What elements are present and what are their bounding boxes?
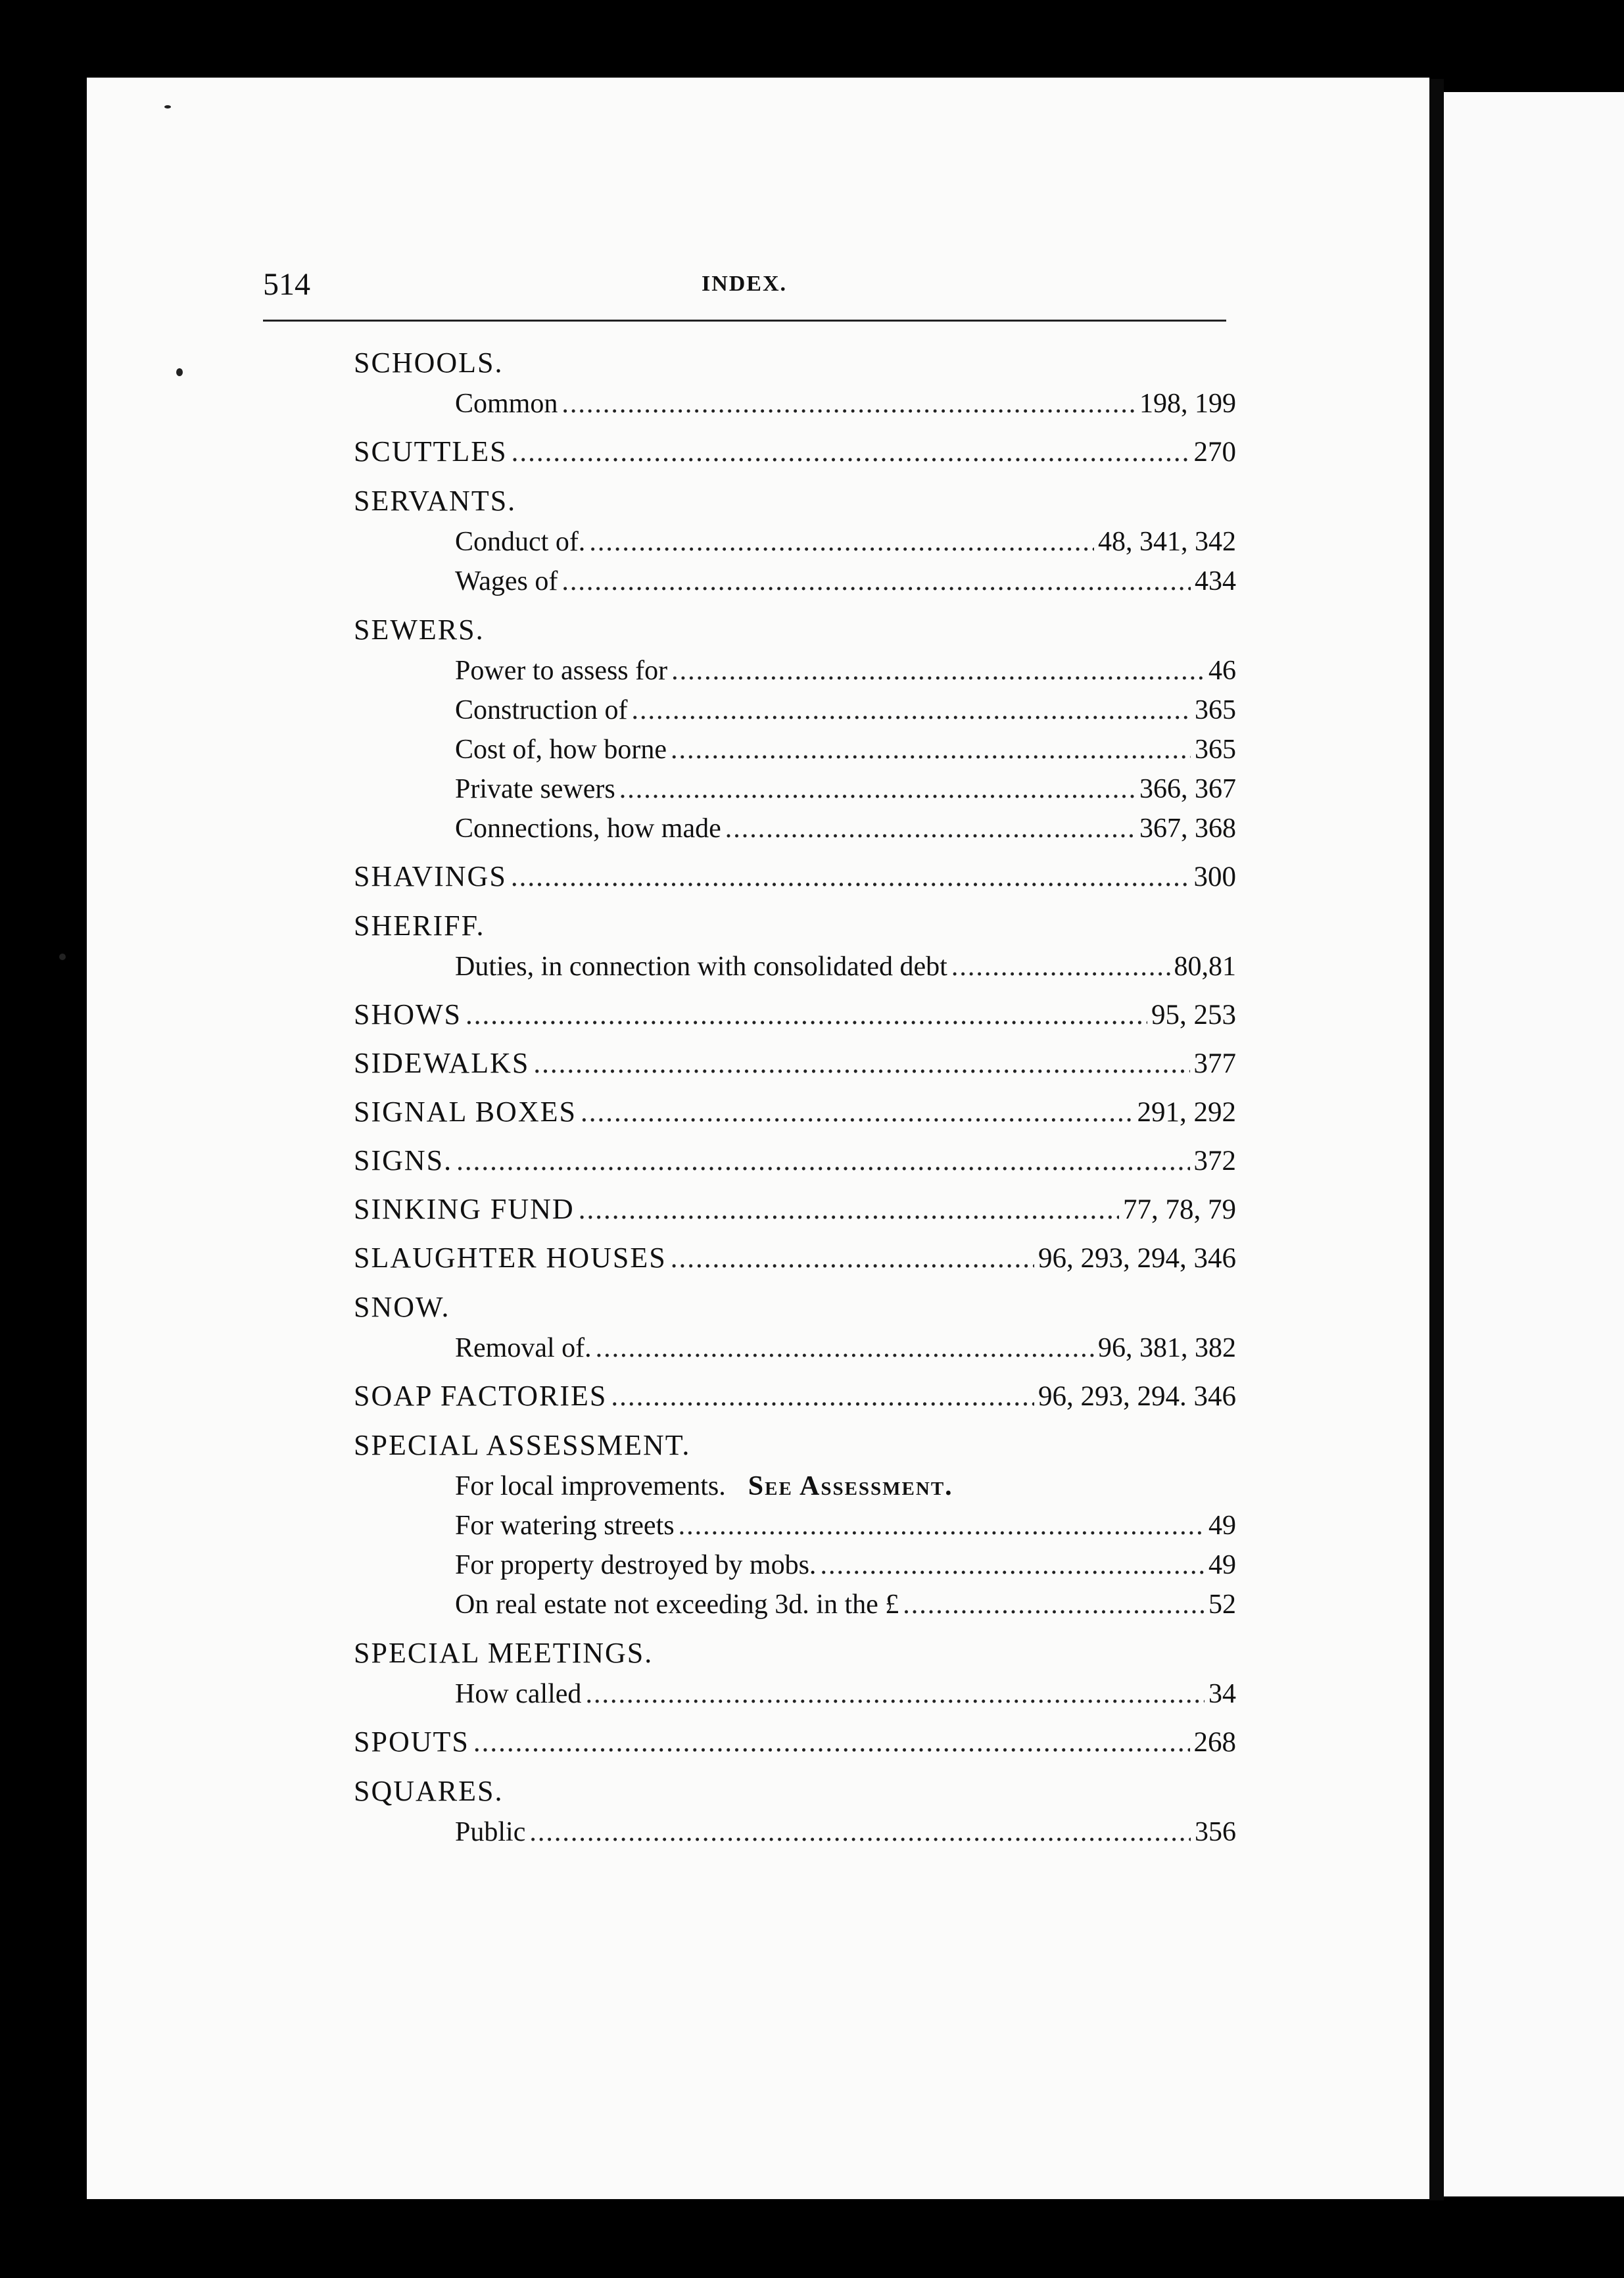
- index-subentry: [354, 1466, 1236, 1506]
- subentry-label: Power to assess for: [455, 656, 668, 686]
- dot-leader: [671, 651, 1205, 691]
- index-heading-row: [354, 1722, 1236, 1762]
- entry-spacing: [354, 1132, 1236, 1140]
- index-subentry: [354, 562, 1236, 601]
- page-references: 198, 199: [1139, 389, 1236, 419]
- entry-spacing: [354, 897, 1236, 905]
- page-references: 49: [1208, 1511, 1236, 1541]
- subentry-label: On real estate not exceeding 3d. in the £: [455, 1589, 899, 1620]
- index-heading-row: [354, 1140, 1236, 1181]
- entry-spacing: [354, 1624, 1236, 1632]
- index-subentry: [354, 730, 1236, 769]
- page-references: 80,81: [1174, 952, 1236, 982]
- entry-spacing: [354, 472, 1236, 480]
- index-heading: SLAUGHTER HOUSES: [354, 1242, 667, 1274]
- subentry-label: Common: [455, 389, 558, 419]
- index-heading: SCUTTLES: [354, 435, 508, 468]
- subentry-label: Duties, in connection with consolidated debt: [455, 952, 947, 982]
- dot-leader: [611, 1376, 1034, 1417]
- index-entry: [354, 342, 1236, 424]
- page-references: 77, 78, 79: [1123, 1194, 1236, 1225]
- entry-spacing: [354, 1368, 1236, 1376]
- index-subentry: [354, 947, 1236, 986]
- page-references: 48, 341, 342: [1098, 527, 1236, 557]
- entry-spacing: [354, 1230, 1236, 1238]
- index-heading-row: [354, 856, 1236, 897]
- ink-speck: [164, 105, 171, 109]
- dot-leader: [671, 1238, 1034, 1279]
- subentry-label: For local improvements.: [455, 1471, 726, 1501]
- index-subentry: [354, 522, 1236, 562]
- dot-leader: [725, 809, 1135, 848]
- index-heading-row: [354, 1238, 1236, 1278]
- entry-spacing: [354, 601, 1236, 609]
- entry-spacing: [354, 986, 1236, 994]
- entry-spacing: [354, 1035, 1236, 1043]
- index-heading: SINKING FUND: [354, 1193, 575, 1225]
- entry-spacing: [354, 1714, 1236, 1722]
- index-subentry: [354, 384, 1236, 424]
- page-references: 291, 292: [1137, 1097, 1236, 1128]
- index-entry: [354, 480, 1236, 601]
- index-entry: [354, 609, 1236, 848]
- index-entry: [354, 856, 1236, 897]
- index-heading-row: [354, 1376, 1236, 1417]
- dot-leader: [561, 562, 1191, 601]
- index-entry: [354, 1043, 1236, 1084]
- index-subentry: [354, 769, 1236, 809]
- index-subentry: [354, 1585, 1236, 1624]
- page-references: 270: [1193, 437, 1236, 468]
- index-heading: SNOW.: [354, 1291, 450, 1323]
- index-entry: [354, 1424, 1236, 1624]
- index-subentry: [354, 1545, 1236, 1585]
- entry-spacing: [354, 424, 1236, 431]
- index-subentry: [354, 1328, 1236, 1368]
- page-references: 49: [1208, 1550, 1236, 1580]
- index-entry: [354, 1632, 1236, 1714]
- index-heading: SPOUTS: [354, 1726, 469, 1758]
- subentry-label: Removal of.: [455, 1333, 592, 1363]
- page-references: 372: [1193, 1146, 1236, 1176]
- dot-leader: [512, 432, 1190, 473]
- index-heading: SHAVINGS: [354, 860, 507, 892]
- page-references: 377: [1193, 1048, 1236, 1079]
- dot-leader: [533, 1044, 1189, 1084]
- subentry-label: Wages of: [455, 566, 558, 596]
- index-heading: SIGNAL BOXES: [354, 1096, 577, 1128]
- dot-leader: [671, 730, 1191, 769]
- index-entry: [354, 1286, 1236, 1368]
- index-heading: SPECIAL ASSESSMENT.: [354, 1429, 691, 1461]
- subentry-label: Public: [455, 1817, 526, 1847]
- index-heading: SEWERS.: [354, 614, 485, 646]
- page-references: 367, 368: [1139, 813, 1236, 844]
- page-references: 52: [1208, 1589, 1236, 1620]
- page-references: 365: [1195, 695, 1236, 725]
- subentry-label: Conduct of.: [455, 527, 586, 557]
- entry-spacing: [354, 1278, 1236, 1286]
- index-heading: SIDEWALKS: [354, 1047, 530, 1079]
- page-references: 366, 367: [1139, 774, 1236, 804]
- dot-leader: [619, 769, 1135, 809]
- facing-page: [1444, 92, 1624, 2196]
- running-head: INDEX.: [701, 272, 788, 296]
- page-references: 365: [1195, 735, 1236, 765]
- index-heading: SOAP FACTORIES: [354, 1380, 608, 1412]
- index-entry: [354, 1238, 1236, 1278]
- index-heading-row: [354, 1043, 1236, 1084]
- subentry-label: Private sewers: [455, 774, 615, 804]
- index-heading: SQUARES.: [354, 1775, 504, 1807]
- index-entry: [354, 1376, 1236, 1417]
- index-heading: SPECIAL MEETINGS.: [354, 1637, 654, 1669]
- index-heading-row: [354, 1189, 1236, 1230]
- dot-leader: [596, 1328, 1094, 1368]
- index-subentry: [354, 1506, 1236, 1545]
- page-references: 300: [1193, 861, 1236, 892]
- dot-leader: [903, 1585, 1205, 1624]
- entry-spacing: [354, 1181, 1236, 1189]
- index-heading: SIGNS.: [354, 1144, 453, 1176]
- subentry-label: For watering streets: [455, 1511, 675, 1541]
- dot-leader: [589, 522, 1094, 562]
- index-entries: [354, 342, 1236, 1852]
- entry-spacing: [354, 1084, 1236, 1092]
- index-subentry: [354, 1674, 1236, 1714]
- subentry-label: Construction of: [455, 695, 628, 725]
- index-heading: SCHOOLS.: [354, 347, 504, 379]
- entry-spacing: [354, 1417, 1236, 1424]
- subentry-label: For property destroyed by mobs.: [455, 1550, 817, 1580]
- index-heading: SHERIFF.: [354, 909, 485, 942]
- index-entry: [354, 431, 1236, 472]
- entry-spacing: [354, 848, 1236, 856]
- page-references: 46: [1208, 656, 1236, 686]
- index-subentry: [354, 1812, 1236, 1852]
- index-heading-row: [354, 431, 1236, 472]
- index-entry: [354, 1722, 1236, 1762]
- index-heading: SERVANTS.: [354, 485, 517, 517]
- dot-leader: [585, 1674, 1205, 1714]
- page-gutter: [1429, 79, 1444, 2200]
- page-references: 34: [1208, 1679, 1236, 1709]
- page-references: 268: [1193, 1727, 1236, 1758]
- page-references: 96, 381, 382: [1098, 1333, 1236, 1363]
- dot-leader: [473, 1722, 1190, 1763]
- page-number: 514: [263, 267, 310, 302]
- index-subentry: [354, 691, 1236, 730]
- dot-leader: [456, 1141, 1189, 1182]
- subentry-label: Connections, how made: [455, 813, 721, 844]
- header-rule: [263, 320, 1226, 322]
- page-references: 356: [1195, 1817, 1236, 1847]
- subentry-label: Cost of, how borne: [455, 735, 667, 765]
- index-subentry: [354, 809, 1236, 848]
- page-references: 96, 293, 294, 346: [1038, 1243, 1236, 1274]
- dot-leader: [579, 1190, 1119, 1230]
- dot-leader: [951, 947, 1170, 986]
- dot-leader: [529, 1812, 1191, 1852]
- page-references: 96, 293, 294. 346: [1038, 1381, 1236, 1412]
- page-header: [263, 184, 1226, 316]
- index-heading-row: [354, 1092, 1236, 1132]
- index-subentry: [354, 651, 1236, 691]
- cross-reference: See Assessment.: [748, 1471, 953, 1501]
- page-references: 434: [1195, 566, 1236, 596]
- index-entry: [354, 905, 1236, 986]
- index-heading-row: [354, 994, 1236, 1035]
- dot-leader: [581, 1092, 1134, 1133]
- index-heading: SHOWS: [354, 998, 462, 1030]
- page-references: 95, 253: [1151, 1000, 1236, 1030]
- dot-leader: [679, 1506, 1205, 1545]
- entry-spacing: [354, 1762, 1236, 1770]
- dot-leader: [511, 857, 1190, 898]
- index-entry: [354, 1092, 1236, 1132]
- ink-speck: [59, 954, 66, 960]
- index-entry: [354, 1140, 1236, 1181]
- index-entry: [354, 1770, 1236, 1852]
- dot-leader: [631, 691, 1191, 730]
- dot-leader: [466, 995, 1147, 1036]
- index-entry: [354, 1189, 1236, 1230]
- ink-speck: [176, 368, 183, 376]
- dot-leader: [561, 384, 1135, 424]
- dot-leader: [820, 1545, 1205, 1585]
- index-entry: [354, 994, 1236, 1035]
- subentry-label: How called: [455, 1679, 582, 1709]
